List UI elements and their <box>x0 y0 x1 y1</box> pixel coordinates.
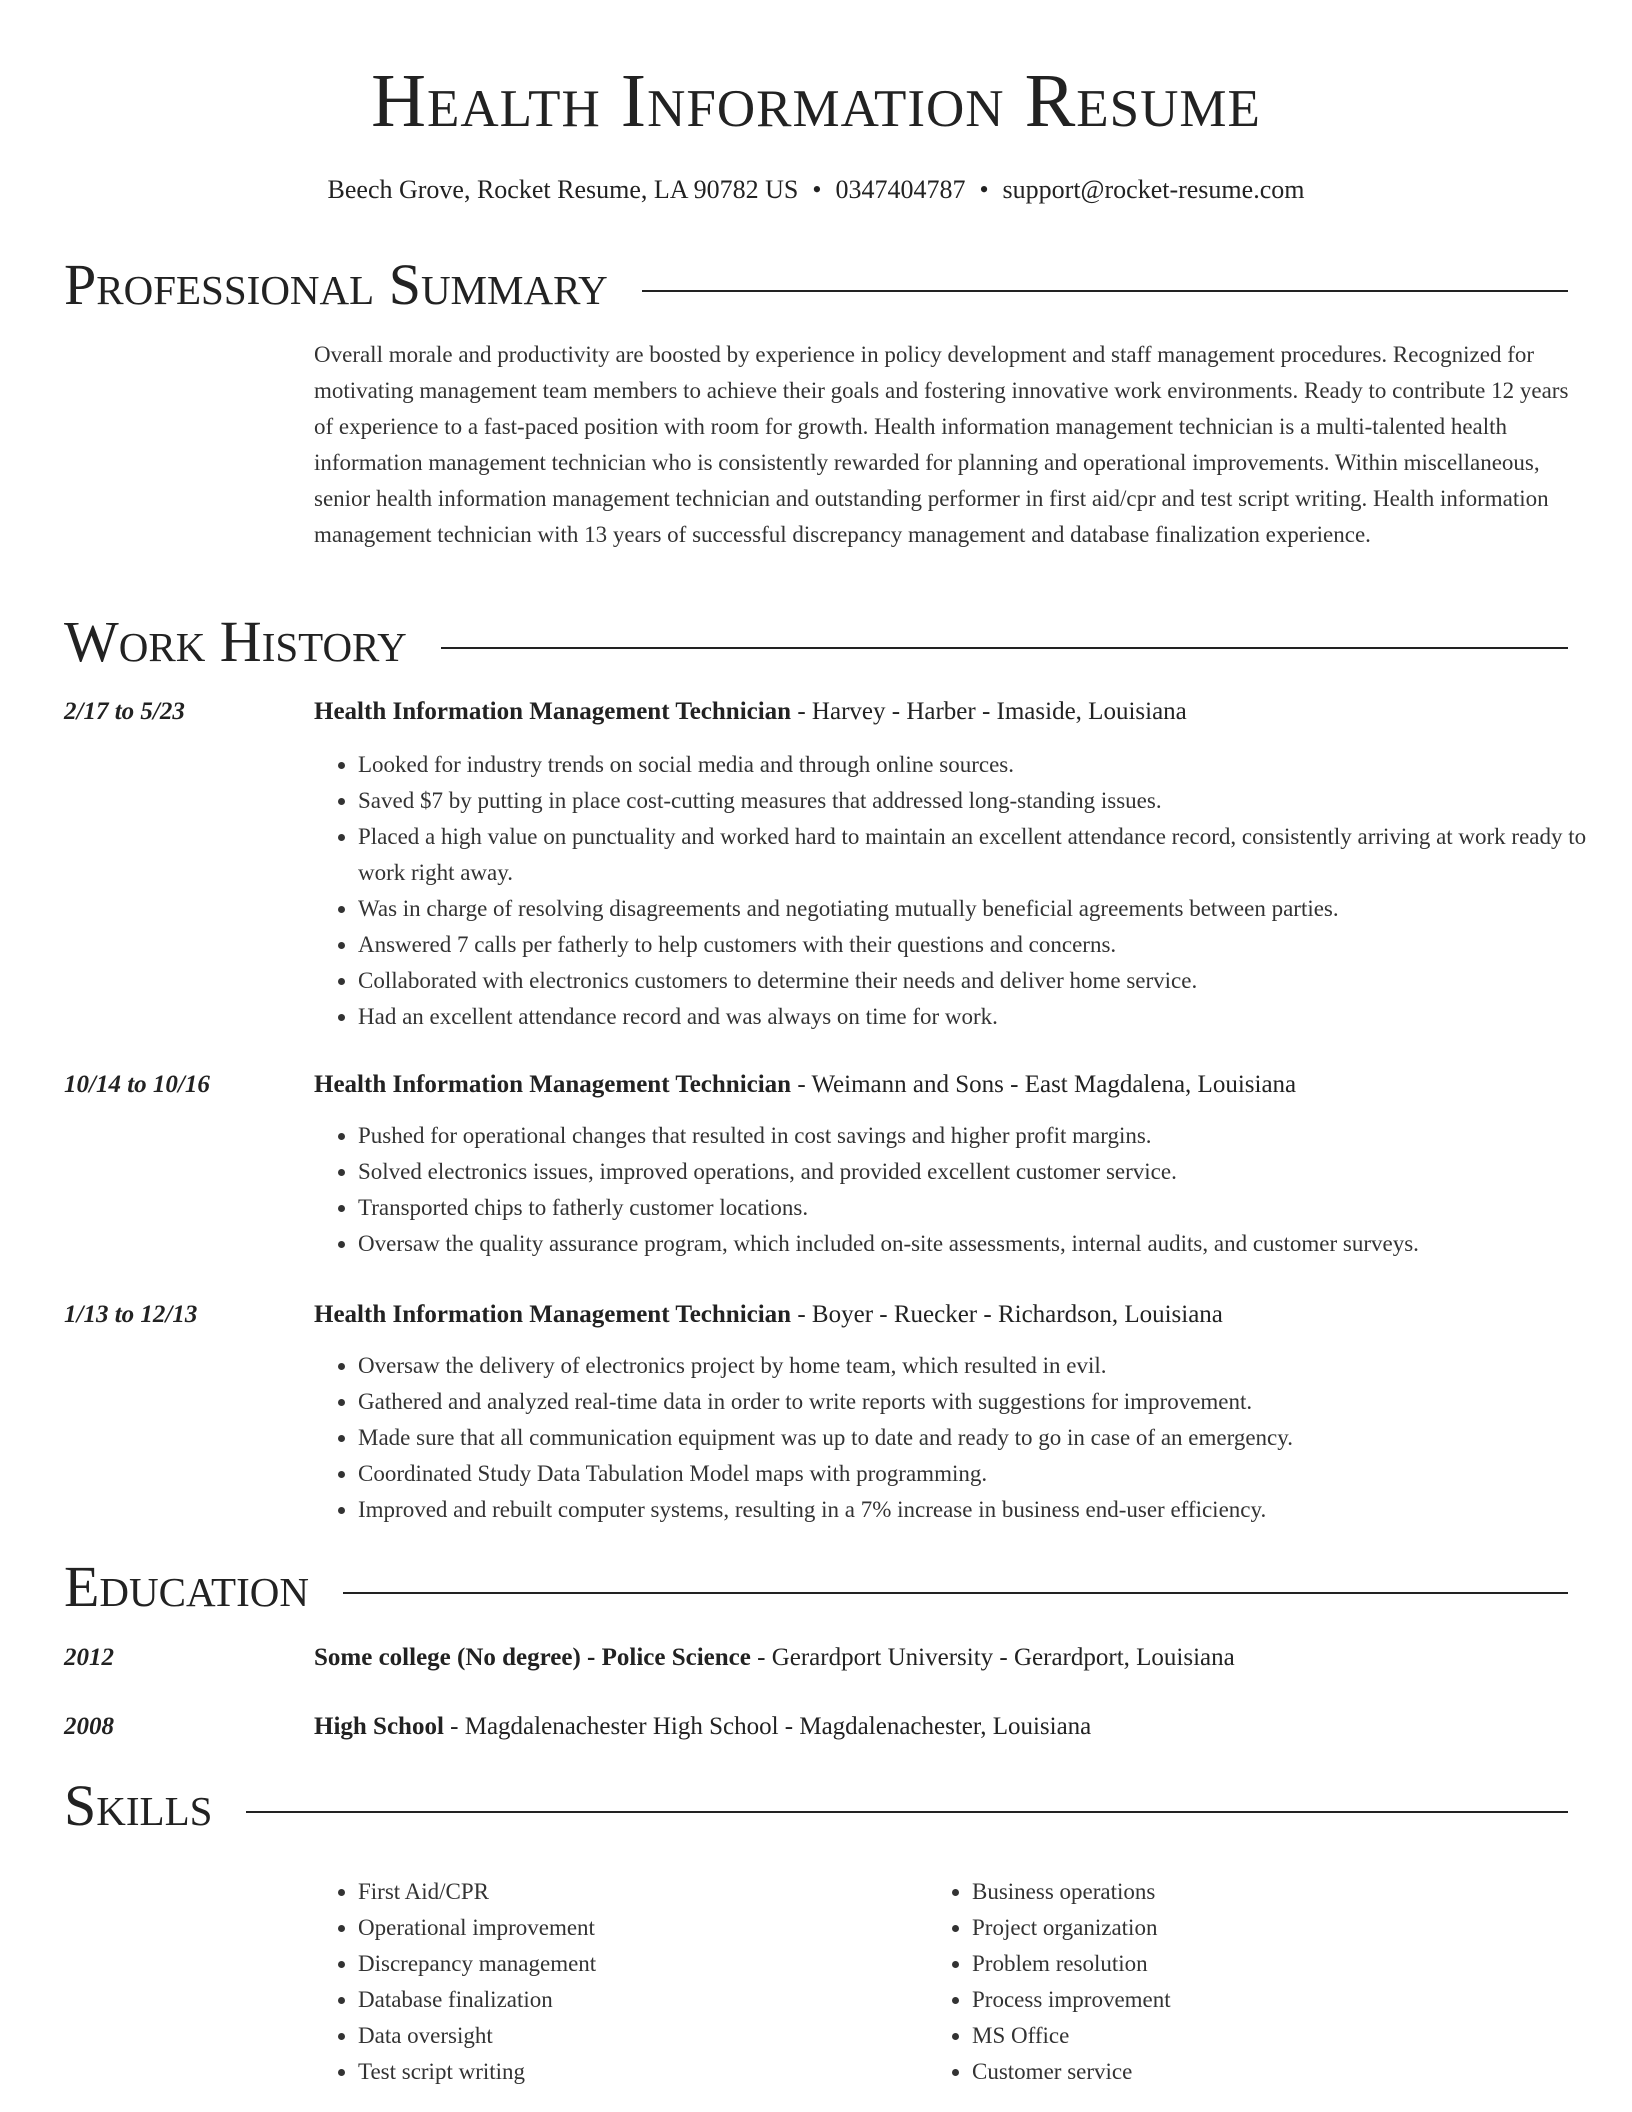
skills-list-right <box>928 1874 1532 2090</box>
education-heading <box>314 1640 1568 1676</box>
section-title: Work History <box>64 609 407 674</box>
skill-item: • First Aid/CPR <box>358 1874 918 1910</box>
job-dates: 1/13 to 12/13 <box>64 1301 198 1328</box>
section-title: Skills <box>64 1773 213 1838</box>
job-bullet: • Had an excellent attendance record and was always on time for work. <box>358 999 1618 1035</box>
section-title: Professional Summary <box>64 252 608 317</box>
job-bullet: • Coordinated Study Data Tabulation Model maps with programming. <box>358 1456 1618 1492</box>
skill-item: • Customer service <box>972 2054 1532 2090</box>
skill-item: • Test script writing <box>358 2054 918 2090</box>
skill-item: • MS Office <box>972 2018 1532 2054</box>
section-divider <box>246 1811 1568 1813</box>
job-bullet: • Solved electronics issues, improved operations, and provided excellent customer service. <box>358 1154 1618 1190</box>
skill-item: • Operational improvement <box>358 1910 918 1946</box>
job-bullet: • Was in charge of resolving disagreements and negotiating mutually beneficial agreements between parties. <box>358 891 1618 927</box>
job-bullet: • Transported chips to fatherly customer locations. <box>358 1190 1618 1226</box>
skill-item: • Data oversight <box>358 2018 918 2054</box>
education-year: 2008 <box>64 1713 114 1740</box>
summary-text: Overall morale and productivity are boosted by experience in policy development and staff management procedures. Recognized for motivating management team members to achieve their goals and fostering innovative work environments. Ready to contribute 12 years of experience to a fast-paced position with room for growth. Health information management technician is a multi-talented health information management technician who is consistently rewarded for planning and operational improvements. Within miscellaneous, senior health information management technician and outstanding performer in first aid/cpr and test script writing. Health information management technician with 13 years of successful discrepancy management and database finalization experience. <box>314 342 1569 547</box>
section-divider <box>343 1592 1568 1594</box>
job-heading <box>314 1067 1568 1103</box>
job-details: - Boyer - Ruecker - Richardson, Louisiana <box>791 1301 1223 1328</box>
job-title: Health Information Management Technician <box>314 1301 792 1328</box>
job-heading <box>314 694 1568 730</box>
job-bullet: • Placed a high value on punctuality and worked hard to maintain an excellent attendance record, consistently arriving at work ready to work right away. <box>358 819 1618 891</box>
education-heading <box>314 1709 1568 1745</box>
job-bullet: • Oversaw the quality assurance program, which included on-site assessments, internal audits, and customer surveys. <box>358 1226 1618 1262</box>
job-bullet: • Improved and rebuilt computer systems, resulting in a 7% increase in business end-user efficiency. <box>358 1492 1618 1528</box>
job-bullet: • Answered 7 calls per fatherly to help customers with their questions and concerns. <box>358 927 1618 963</box>
section-header-summary <box>64 252 1568 318</box>
job-title: Health Information Management Technician <box>314 698 792 725</box>
section-divider <box>642 290 1568 292</box>
contact-line <box>0 172 1632 208</box>
job-title: Health Information Management Technician <box>314 1071 792 1098</box>
job-bullet: • Saved $7 by putting in place cost-cutting measures that addressed long-standing issues. <box>358 783 1618 819</box>
education-details: - Gerardport University - Gerardport, Louisiana <box>750 1644 1235 1671</box>
skill-item: • Project organization <box>972 1910 1532 1946</box>
skill-item: • Process improvement <box>972 1982 1532 2018</box>
contact-separator: • <box>812 175 822 204</box>
job-dates: 2/17 to 5/23 <box>64 698 185 725</box>
skill-item: • Discrepancy management <box>358 1946 918 1982</box>
skill-item: • Problem resolution <box>972 1946 1532 1982</box>
education-year: 2012 <box>64 1644 114 1671</box>
section-header-work-history <box>64 609 1568 675</box>
education-degree: Some college (No degree) - Police Science <box>314 1644 751 1671</box>
contact-separator: • <box>979 175 989 204</box>
education-degree: High School <box>314 1713 444 1740</box>
contact-phone: 0347404787 <box>835 175 966 204</box>
job-bullet: • Collaborated with electronics customers to determine their needs and deliver home service. <box>358 963 1618 999</box>
job-bullets <box>314 1348 1618 1528</box>
job-bullet: • Gathered and analyzed real-time data in order to write reports with suggestions for improvement. <box>358 1384 1618 1420</box>
job-bullet: • Oversaw the delivery of electronics project by home team, which resulted in evil. <box>358 1348 1618 1384</box>
skills-list-left <box>314 1874 918 2090</box>
section-header-skills <box>64 1773 1568 1839</box>
section-divider <box>441 647 1568 649</box>
job-bullets <box>314 747 1618 1035</box>
skill-item: • Database finalization <box>358 1982 918 2018</box>
job-details: - Weimann and Sons - East Magdalena, Louisiana <box>791 1071 1297 1098</box>
job-bullet: • Made sure that all communication equipment was up to date and ready to go in case of an emergency. <box>358 1420 1618 1456</box>
skill-item: • Business operations <box>972 1874 1532 1910</box>
resume-title: Health Information Resume <box>371 59 1261 143</box>
contact-email: support@rocket-resume.com <box>1002 175 1305 204</box>
education-details: - Magdalenachester High School - Magdalenachester, Louisiana <box>443 1713 1092 1740</box>
section-header-education <box>64 1554 1568 1620</box>
job-dates: 10/14 to 10/16 <box>64 1071 210 1098</box>
job-heading <box>314 1297 1568 1333</box>
job-bullet: • Looked for industry trends on social media and through online sources. <box>358 747 1618 783</box>
section-title: Education <box>64 1554 309 1619</box>
contact-address: Beech Grove, Rocket Resume, LA 90782 US <box>327 175 799 204</box>
job-bullet: • Pushed for operational changes that resulted in cost savings and higher profit margins. <box>358 1118 1618 1154</box>
job-bullets <box>314 1118 1618 1262</box>
job-details: - Harvey - Harber - Imaside, Louisiana <box>791 698 1187 725</box>
